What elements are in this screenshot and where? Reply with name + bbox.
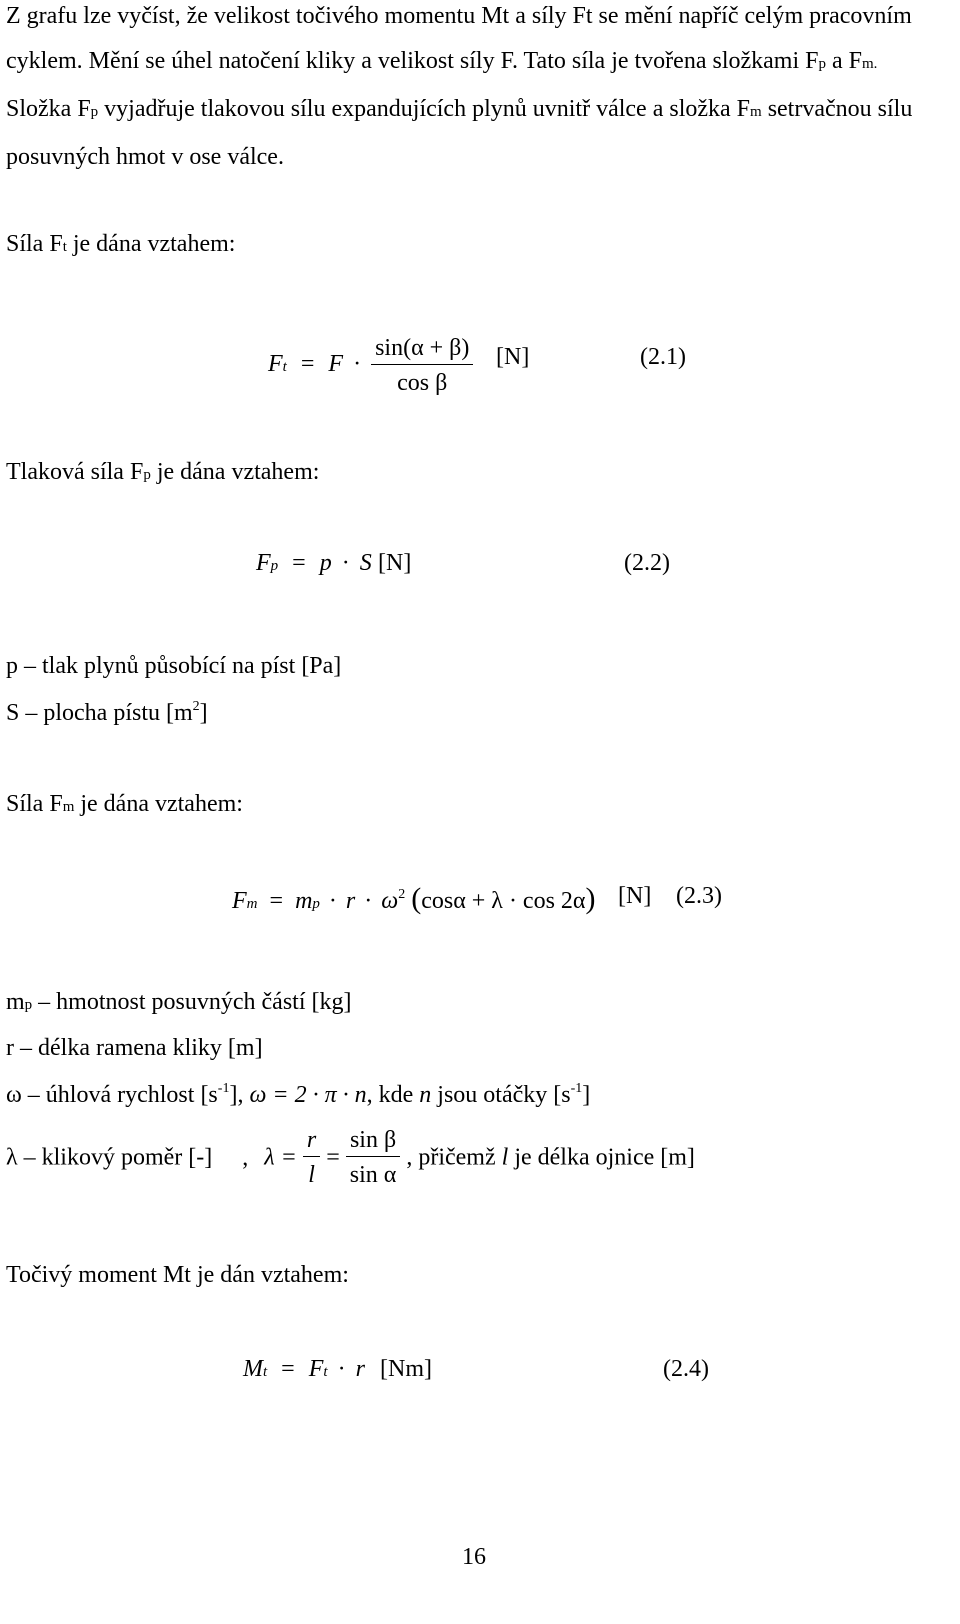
equation-2-3-number: (2.3) xyxy=(676,883,722,909)
equation-2-1-unit: [N] xyxy=(496,344,530,370)
section-fp-heading: Tlaková síla Fp je dána vztahem: xyxy=(6,459,320,485)
lambda-fraction-sin: $\frac{\text{sin β}}{\text{sin α}}$ xyxy=(346,1128,401,1187)
equation-2-4-unit: [Nm] xyxy=(380,1356,432,1382)
intro-paragraph: Z grafu lze vyčíst, že velikost točivého momentu Mt a síly Ft se mění napříč celým pracovním cyklem. Mění se úhel natočení kliky a velikost síly F. Tato síla je tvořena složkami Fp a Fm. Složka Fp vyjadřuje tlakovou sílu expandujících plynů uvnitř válce a složka Fm setrvačnou sílu posuvných hmot v ose válce. xyxy=(6,3,913,170)
equation-2-1-number: (2.1) xyxy=(640,344,686,370)
lambda-fraction-r-l: $\frac{r}{l}$ xyxy=(303,1128,320,1187)
equation-2-3: Fm = mp · $r \cdot \omega^2$ (cosα + λ · cos 2α) xyxy=(232,882,596,915)
section-ft-heading: Síla Ft je dána vztahem: xyxy=(6,231,236,257)
section-mt-heading: Točivý moment Mt je dán vztahem: xyxy=(6,1262,349,1288)
definition-lambda: λ – klikový poměr [-] , λ = $\frac{r}{l}$ = $\frac{\text{sin β}}{\text{sin α}}$ , přičemž l je délka ojnice [m] xyxy=(6,1127,695,1188)
definition-p: p – tlak plynů působící na píst [Pa] xyxy=(6,653,342,679)
definition-mp: mp – hmotnost posuvných částí [kg] xyxy=(6,989,352,1015)
definition-omega: ω – úhlová rychlost $[s^{-1}]$, ω = 2 · π · n, kde n jsou otáčky $[s^{-1}]$ xyxy=(6,1081,591,1108)
section-fm-heading: Síla Fm je dána vztahem: xyxy=(6,791,243,817)
equation-2-3-unit: [N] xyxy=(618,883,652,909)
equation-2-4-number: (2.4) xyxy=(663,1356,709,1382)
equation-2-4: Mt = Ft · r xyxy=(243,1356,365,1382)
equation-2-2-unit: [N] xyxy=(378,550,412,576)
definition-r: r – délka ramena kliky [m] xyxy=(6,1035,263,1061)
equation-2-1-fraction: $\frac{\sin(\alpha + \beta)}{\text{cos β}}$ xyxy=(371,336,473,395)
equation-2-2-number: (2.2) xyxy=(624,550,670,576)
equation-2-1: Ft = F · $\frac{\sin(\alpha + \beta)}{\text{cos β}}$ xyxy=(268,336,473,395)
page-number: 16 xyxy=(462,1544,486,1570)
definition-s: S – plocha pístu $[m^2]$ xyxy=(6,699,208,726)
equation-2-2: Fp = p · S xyxy=(256,550,372,576)
